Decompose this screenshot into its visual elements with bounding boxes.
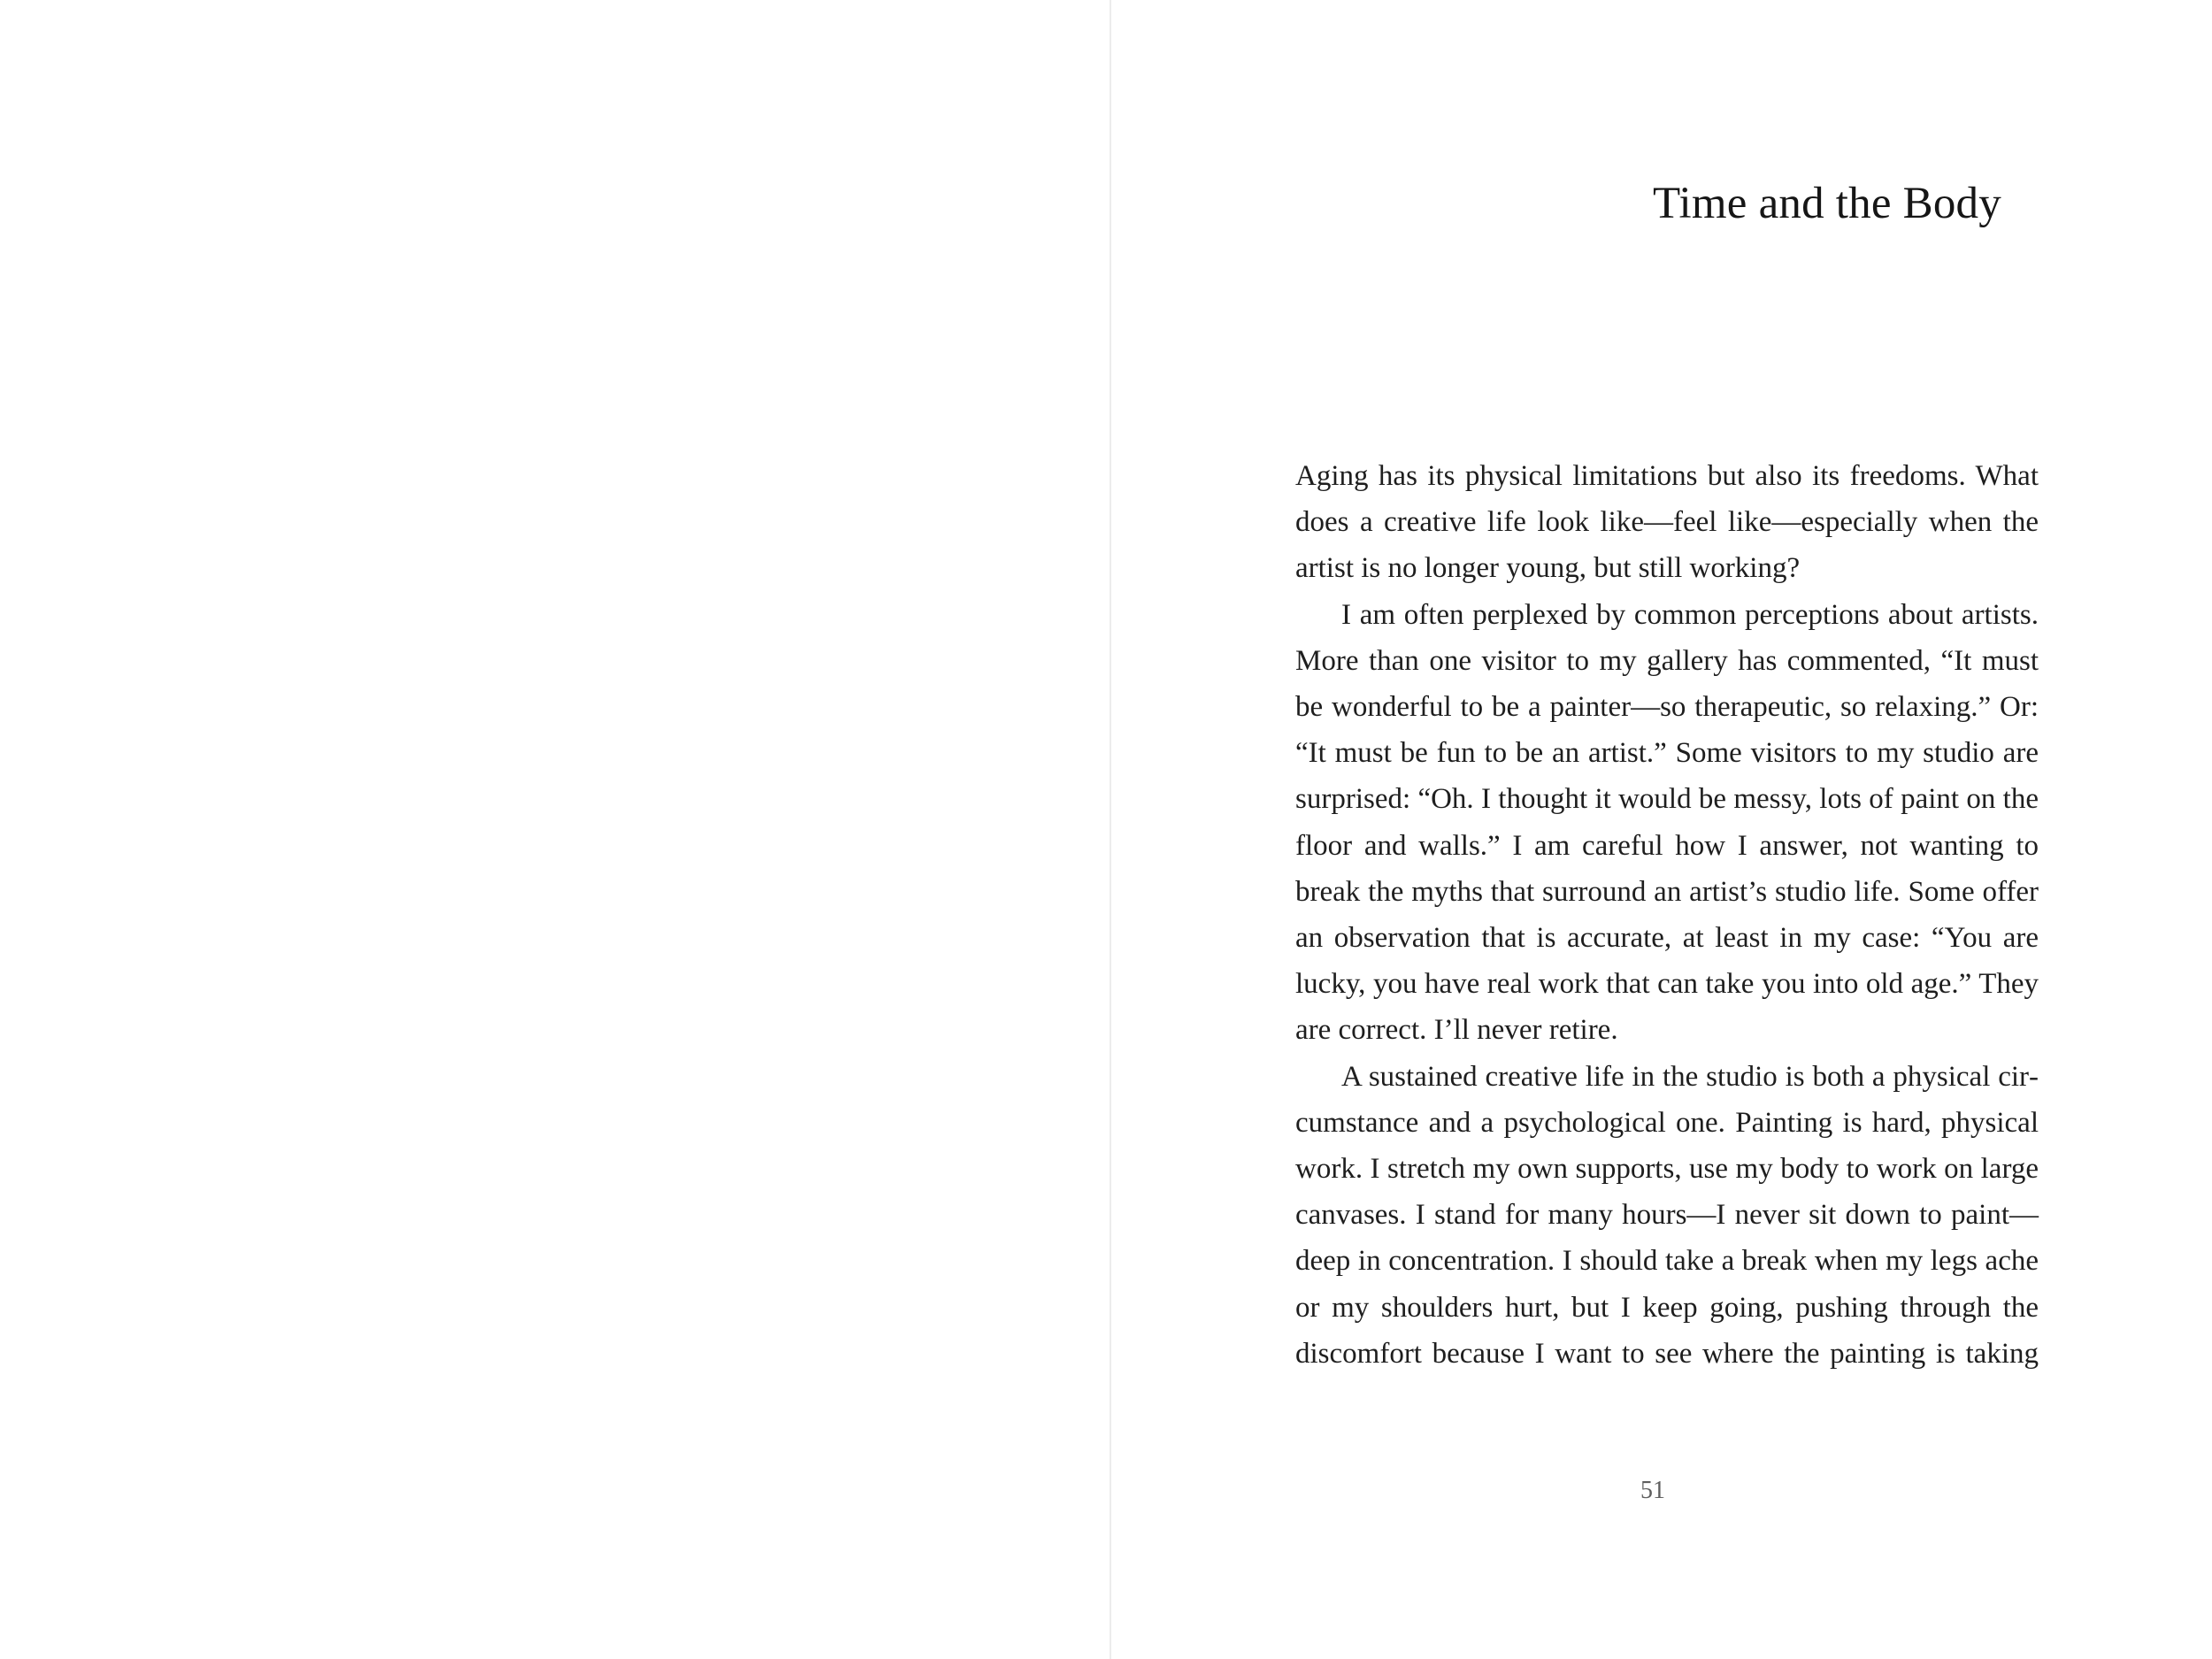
chapter-title-text: Time and the Body (1653, 179, 2001, 228)
right-page (1111, 0, 2212, 1659)
paragraph-3: A sustained creative life in the studio is both a physical circumstance and a psychological one. Painting is hard, physical work. I stretch my own supports, use my body to work on large canvases. I stand for many hours—I never sit down to paint—deep in concentration. I should take a break when my legs ache or my shoulders hurt, but I keep going, pushing through the discomfort because I want to see where the painting is taking (1295, 1060, 2039, 1370)
page-number (1111, 1476, 2212, 1506)
page-number-text: 51 (1640, 1477, 1665, 1504)
chapter-title (1111, 175, 2212, 232)
body-text (1295, 453, 2039, 1377)
paragraph-1: Aging has its physical limitations but also its freedoms. What does a creative life look like—feel like—especially when the artist is no longer young, but still working? (1295, 460, 2039, 585)
paragraph-2: I am often perplexed by common perceptions about artists. More than one visitor to my gallery has commented, “It must be wonderful to be a painter—so therapeutic, so relaxing.” Or: “It must be fun to be an artist.” Some visitors to my studio are surprised: “Oh. I thought it would be messy, lots of paint on the floor and walls.” I am careful how I answer, not wanting to break the myths that surround an artist’s studio life. Some offer an observation that is accurate, at least in my case: “You are lucky, you have real work that can take you into old age.” They are correct. I’ll never retire. (1295, 598, 2039, 1047)
